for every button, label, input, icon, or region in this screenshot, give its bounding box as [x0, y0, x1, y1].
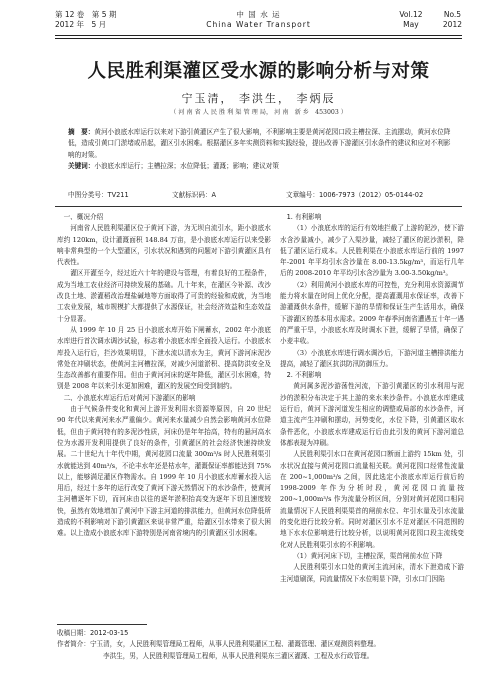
body-paragraph: 人民胜利渠引水口处的黄河主流河床，清水下泄造成下游主河道刷深，同流量情况下水位明显下降，引水口门因陷 — [280, 563, 464, 583]
abstract-label: 摘 要： — [68, 128, 95, 136]
abstract-text: 黄河小浪底水库运行以来对下游引黄灌区产生了很大影响，不利影响主要是黄河花园口段主槽拉深、主流摆动，黄河水位降低，造成引黄口门淤堵或吊起，灌区引水困难。根据灌区多年实测资料和实践经验，提出改善下游灌区引水条件的建议和应对不利影响的对策。 — [68, 128, 451, 159]
keywords-label: 关键词： — [68, 162, 95, 171]
doc-code: 文献标识码：A — [172, 191, 217, 199]
journal-name-en: China Water Transport — [206, 20, 311, 29]
volume-info — [381, 10, 462, 30]
abstract-block — [68, 127, 452, 173]
body-paragraph: 从 1999 年 10 月 25 日小浪底水库开始下闸蓄水，2002 年小浪底水库进行首次调水调沙试验，标志着小浪底水库全面投入运行。小浪底水库投入运行后，拦沙效果明显，下泄水流以清水为主，黄河下游河床泥沙常处在冲刷状态，使黄河主河槽拉深，对减少河道淤积、提高防洪安全及生态改善都有重要作用。但由于黄河河床的逐年降低，灌区引水困难，特别是 2008 年以来引水更加困难，灌区的发展空间受到制约。 — [57, 325, 271, 391]
header-rule-thick — [55, 35, 462, 36]
paper-title: 人民胜利渠灌区受水源的影响分析与对策 — [87, 61, 430, 82]
body-paragraph: （3）小浪底水库进行调水调沙后，下游河道主槽排洪能力提高，减轻了灌区抗洪防汛防御压力。 — [280, 348, 464, 368]
body-paragraph: 灌区开灌至今，经过近六十年的建设与管理，有着良好的工程条件，成为当地工农业经济可持续发展的基础。几十年来，在灌区今补源、改沙改良土地、淤灌稻改治理盐碱地等方面取得了可贵的经验和成就，为当地工农业发展，城市规模扩大都提供了水源保证，社会经济效益和生态效益十分显著。 — [57, 269, 271, 323]
body-paragraph: 由于气候条件变化和黄河上游开发利用水资源等原因，自 20 世纪 90 年代以来黄河来水严重偏少。黄河来水量减少自然会影响黄河水位降低，但由于黄河特有的多泥沙性质，河床仍是年年抬高，特有的悬河高水位为水源开发利用提供了良好的条件，引黄灌区的社会经济快速持续发展。二十世纪九十年代中期，黄河花园口流量 300m³/s 时人民胜利渠引水就能达到 40m³/s，不论丰水年还是枯水年，灌溉保证率都能达到 75%以上，能够满足灌区作物需水。自 1999 年 10 月小浪底水库蓄水投入运用后，经过十多年的运行改变了黄河下游天然情况下的水沙条件，使黄河主河槽逐年下切，而河床由以往的逐年淤积抬高变为逐年下切且速度较快，虽然有效地增加了黄河中下游主河道的排洪能力，但黄河水位降低所造成的不利影响对下游引黄灌区来说非常严重，给灌区引水带来了很大困难。以上造成小浪底水库下游特别是河南省境内的引黄灌区引水困难。 — [57, 405, 271, 538]
date-line: 2012 年 5 月 — [55, 20, 107, 29]
section-heading: 二、小浪底水库运行后对黄河下游灌区的影响 — [63, 393, 196, 402]
body-paragraph: 河南省人民胜利渠灌区位于黄河下游，为无坝自流引水，距小浪底水库约 120km，设计灌溉面积 148.84 万亩，是小浪底水库运行以来受影响非常典型的一个大型灌区，引水状况和遇到的问题对下游引黄灌区具有代表性。 — [57, 224, 271, 267]
year: 2012 — [442, 20, 462, 29]
author-bio-1: 作者简介：宁玉清，女，人民胜利渠管理局工程师，从事人民胜利渠灌区工程、灌溉管理、灌区观测资料整理。 — [57, 640, 381, 649]
vol-label: Vol.12 — [399, 10, 423, 19]
body-paragraph: （1）黄河河床下切，主槽拉深，渠首闸前水位下降 — [293, 551, 443, 560]
body-paragraph: （2）利用黄河小浪底水库的可控性，充分利用水资源调节能力将水量在时间上优化分配，提高灌溉用水保证率，改善下游灌溉供水条件，缓解下游的旱情和保证生产生活用水，确保下游灌区的基本用水需求。2009 年春季河南省遭遇五十年一遇的严重干旱，小浪底水库及时调水下泄，缓解了旱情，确保了小麦丰收。 — [280, 280, 464, 346]
footnote-rule — [57, 624, 147, 625]
keywords-text: 小浪底水库运行；主槽拉深；水位降低；灌溉；影响；建议对策 — [94, 162, 279, 171]
body-paragraph: 人民胜利渠引水口在黄河花园口断面上游约 15km 处，引水状况直接与黄河花园口流量相关联。黄河花园口经常性流量在 200~1,000m³/s 之间，因此选定小浪底水库运行前后的 1998-2009 年作为分析时段，黄河花园口流量按 200~1,000m³/s 作为流量分析区间，分别对黄河花园口相同流量情况下人民胜利渠渠首的闸前水位、年引水量及引水流量的变化进行比较分析。同时对灌区引水不足对灌区不同范围的地下水水位影响进行比较分析，以说明黄河花园口段主流线变化对人民胜利渠引水的不利影响。 — [280, 450, 464, 549]
received-date: 收稿日期：2012-03-15 — [57, 629, 129, 637]
no-label: No.5 — [443, 10, 462, 19]
affiliation: （ 河 南 省 人 民 胜 利 渠 管 理 局， 河 南 新 乡 453003 ） — [170, 109, 347, 116]
month-en: May — [403, 20, 419, 29]
footnote — [57, 628, 462, 662]
section-heading: 2. 不利影响 — [286, 371, 322, 380]
section-heading: 1. 有利影响 — [286, 213, 322, 221]
article-number: 文章编号：1006-7973（2012）05-0144-02 — [286, 191, 424, 199]
issue-line: 第 12 卷 第 5 期 — [55, 10, 117, 19]
abstract — [68, 127, 452, 161]
clc-number: 中图分类号：TV211 — [68, 191, 129, 199]
header-rule-thin — [55, 38, 462, 39]
body-paragraph: （1）小浪底水库的运行有效地拦截了上游的泥沙，使下游水含沙量减小，减少了入渠沙量，减轻了灌区的泥沙淤积，降低了灌区运行成本。人民胜利渠在小浪底水库运行前的 1997 年-2001 年平均引水含沙量在 8.00-13.5kg/m³，而运行几年后的 2008-2010 年平均引水含沙量为 3.00-3.50kg/m³。 — [280, 224, 464, 278]
body-left-column — [57, 212, 271, 540]
body-paragraph: 黄河属多泥沙游荡性河流，下游引黄灌区的引水利用与泥沙的淤积分布决定于其上游的来水来沙条件。小浪底水库建成运行后，黄河下游河道发生相应的调整或局部的水沙条件，河道主流产生冲刷和摆动，河势变化，水位下降，引黄灌区取水条件恶化，小浪底水库建成运行后由此引发的黄河下游河道总体都表现为冲刷。 — [280, 382, 464, 447]
keywords — [68, 161, 452, 172]
journal-name-cn: 中 国 水 运 — [236, 10, 281, 19]
author-bio-2: 李洪生，男，人民胜利渠管理局工程师，从事人民胜利渠东三灌区灌溉、工程及水行政管理。 — [103, 651, 374, 660]
abstract-rule — [55, 206, 462, 207]
journal-header — [55, 10, 462, 36]
body-right-column — [280, 212, 464, 585]
section-heading: 一、概况介绍 — [63, 213, 104, 221]
authors: 宁玉清， 李洪生， 李炳辰 — [181, 92, 336, 105]
